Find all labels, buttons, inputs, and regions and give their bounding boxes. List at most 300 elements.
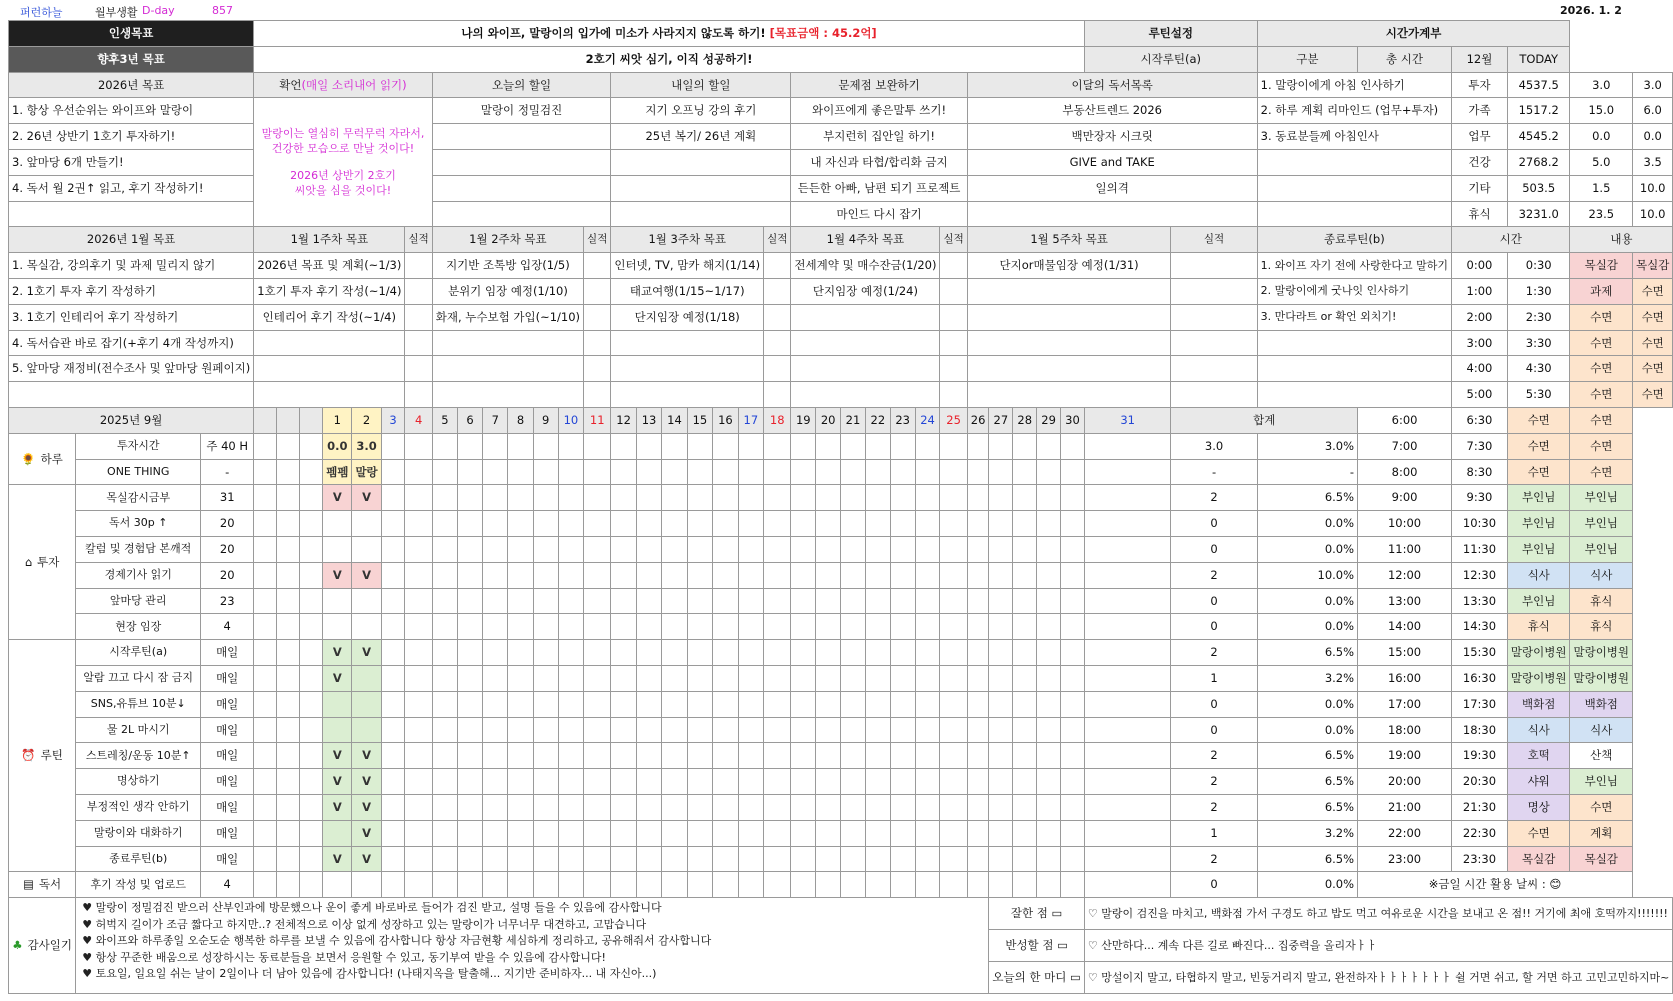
day-cell[interactable]: [611, 485, 636, 511]
goal-2026-item[interactable]: 4. 독서 월 2권↑ 읽고, 후기 작성하기!: [9, 175, 254, 201]
day-cell[interactable]: [254, 794, 277, 820]
tracker-day[interactable]: 31: [1084, 407, 1171, 433]
day-cell[interactable]: [584, 872, 611, 898]
week-result-item[interactable]: [764, 253, 791, 279]
end-routine-item[interactable]: 2. 말랑이에게 굿나잇 인사하기: [1257, 278, 1451, 304]
schedule-actual[interactable]: 수면: [1570, 433, 1633, 459]
day-cell[interactable]: [967, 846, 989, 872]
day-cell[interactable]: [1013, 691, 1037, 717]
goals-2026-header[interactable]: 2026년 목표: [9, 72, 254, 98]
day-cell[interactable]: [1037, 769, 1061, 795]
day-cell[interactable]: [611, 562, 636, 588]
schedule-start[interactable]: 21:00: [1358, 794, 1452, 820]
week-result-item[interactable]: [584, 330, 611, 356]
week-result-item[interactable]: [405, 304, 432, 330]
day-cell[interactable]: [687, 743, 712, 769]
month-goal-item[interactable]: 3. 1호기 인테리어 후기 작성하기: [9, 304, 254, 330]
schedule-actual[interactable]: 수면: [1570, 794, 1633, 820]
day-cell[interactable]: [738, 562, 763, 588]
day-cell[interactable]: [662, 691, 687, 717]
day-cell[interactable]: [584, 794, 611, 820]
week-result-item[interactable]: [764, 304, 791, 330]
day-cell[interactable]: [841, 743, 866, 769]
day-cell[interactable]: [841, 872, 866, 898]
problem-item[interactable]: 든든한 아빠, 남편 되기 프로젝트: [791, 175, 967, 201]
schedule-start[interactable]: 9:00: [1358, 485, 1452, 511]
day-cell[interactable]: [611, 872, 636, 898]
day-cell[interactable]: [636, 691, 661, 717]
day-cell[interactable]: [816, 717, 841, 743]
schedule-content-header[interactable]: 내용: [1570, 227, 1673, 253]
tracker-day[interactable]: 14: [662, 407, 687, 433]
day-cell[interactable]: [584, 511, 611, 537]
group-invest[interactable]: [9, 485, 76, 640]
week-goal-item[interactable]: [791, 304, 940, 330]
schedule-plan[interactable]: 수면: [1570, 330, 1633, 356]
tracker-day[interactable]: 28: [1013, 407, 1037, 433]
habit-sum[interactable]: 1: [1171, 820, 1257, 846]
day-cell[interactable]: [584, 846, 611, 872]
today-todo-header[interactable]: 오늘의 할일: [432, 72, 611, 98]
day-cell[interactable]: [611, 614, 636, 640]
day-cell[interactable]: [277, 640, 300, 666]
week-result-header[interactable]: 실적: [940, 227, 967, 253]
week-result-item[interactable]: [940, 278, 967, 304]
schedule-end[interactable]: 6:30: [1452, 407, 1508, 433]
day-cell[interactable]: [662, 562, 687, 588]
day-cell[interactable]: [865, 717, 890, 743]
habit-pct[interactable]: 6.5%: [1257, 485, 1357, 511]
habit-name[interactable]: 시작루틴(a): [76, 640, 201, 666]
day-cell[interactable]: [1084, 536, 1171, 562]
week-goal-item[interactable]: [611, 330, 764, 356]
day-cell[interactable]: [432, 459, 457, 485]
tracker-blank[interactable]: [254, 407, 277, 433]
day-cell[interactable]: [940, 846, 967, 872]
tracker-day[interactable]: 19: [791, 407, 816, 433]
schedule-actual[interactable]: 식사: [1570, 562, 1633, 588]
habit-target[interactable]: -: [201, 459, 254, 485]
habit-name[interactable]: 물 2L 마시기: [76, 717, 201, 743]
day-cell[interactable]: [584, 536, 611, 562]
day-cell[interactable]: [713, 665, 738, 691]
schedule-start[interactable]: 10:00: [1358, 511, 1452, 537]
habit-name[interactable]: 알람 끄고 다시 잠 금지: [76, 665, 201, 691]
day-cell[interactable]: [558, 433, 583, 459]
tracker-day[interactable]: 17: [738, 407, 763, 433]
day-cell[interactable]: [989, 588, 1013, 614]
habit-sum[interactable]: 3.0: [1171, 433, 1257, 459]
day-cell[interactable]: [584, 769, 611, 795]
day-cell[interactable]: [636, 536, 661, 562]
day-cell[interactable]: [687, 511, 712, 537]
week-result-header[interactable]: 실적: [405, 227, 432, 253]
day-cell[interactable]: [738, 743, 763, 769]
schedule-start[interactable]: 3:00: [1452, 330, 1508, 356]
day-cell[interactable]: [405, 665, 432, 691]
schedule-plan[interactable]: 말랑이병원: [1507, 640, 1570, 666]
day-cell[interactable]: [558, 536, 583, 562]
day-cell[interactable]: [1013, 562, 1037, 588]
schedule-actual[interactable]: 부인님: [1570, 511, 1633, 537]
day-cell[interactable]: [381, 846, 405, 872]
habit-sum[interactable]: 0: [1171, 588, 1257, 614]
day-cell[interactable]: [662, 588, 687, 614]
day-cell[interactable]: [405, 872, 432, 898]
day-cell[interactable]: V: [323, 743, 352, 769]
day-cell[interactable]: [457, 846, 482, 872]
day-cell[interactable]: [989, 640, 1013, 666]
day-cell[interactable]: [1013, 614, 1037, 640]
day-cell[interactable]: [584, 485, 611, 511]
time-budget-col-1[interactable]: 총 시간: [1358, 46, 1452, 72]
schedule-end[interactable]: 20:30: [1452, 769, 1508, 795]
day-cell[interactable]: [816, 794, 841, 820]
day-cell[interactable]: [967, 536, 989, 562]
day-cell[interactable]: [989, 820, 1013, 846]
habit-pct[interactable]: 0.0%: [1257, 588, 1357, 614]
day-cell[interactable]: [584, 665, 611, 691]
day-cell[interactable]: [967, 614, 989, 640]
day-cell[interactable]: [687, 794, 712, 820]
day-cell[interactable]: [508, 614, 533, 640]
day-cell[interactable]: [352, 872, 381, 898]
day-cell[interactable]: [816, 588, 841, 614]
day-cell[interactable]: [1061, 794, 1085, 820]
day-cell[interactable]: [300, 562, 323, 588]
schedule-start[interactable]: 23:00: [1358, 846, 1452, 872]
week-result-header[interactable]: 실적: [1171, 227, 1257, 253]
day-cell[interactable]: [1013, 459, 1037, 485]
habit-pct[interactable]: 6.5%: [1257, 743, 1357, 769]
day-cell[interactable]: [558, 794, 583, 820]
day-cell[interactable]: [713, 562, 738, 588]
day-cell[interactable]: [636, 717, 661, 743]
day-cell[interactable]: [764, 872, 791, 898]
day-cell[interactable]: [791, 485, 816, 511]
day-cell[interactable]: [432, 588, 457, 614]
tracker-day[interactable]: 5: [432, 407, 457, 433]
tb-value[interactable]: 3.0: [1633, 72, 1673, 98]
day-cell[interactable]: [483, 665, 508, 691]
habit-pct[interactable]: 0.0%: [1257, 511, 1357, 537]
habit-pct[interactable]: 6.5%: [1257, 640, 1357, 666]
day-cell[interactable]: [254, 433, 277, 459]
schedule-plan[interactable]: 식사: [1507, 717, 1570, 743]
day-cell[interactable]: [890, 665, 915, 691]
week-result-item[interactable]: [1171, 253, 1257, 279]
day-cell[interactable]: [915, 614, 940, 640]
day-cell[interactable]: [323, 691, 352, 717]
day-cell[interactable]: [432, 665, 457, 691]
habit-pct[interactable]: 0.0%: [1257, 717, 1357, 743]
day-cell[interactable]: [1061, 433, 1085, 459]
tb-value[interactable]: 15.0: [1570, 98, 1633, 124]
day-cell[interactable]: [405, 511, 432, 537]
day-cell[interactable]: [890, 485, 915, 511]
schedule-actual[interactable]: 말랑이병원: [1570, 640, 1633, 666]
schedule-start[interactable]: 20:00: [1358, 769, 1452, 795]
schedule-actual[interactable]: 식사: [1570, 717, 1633, 743]
day-cell[interactable]: V: [352, 743, 381, 769]
day-cell[interactable]: [254, 640, 277, 666]
day-cell[interactable]: [432, 562, 457, 588]
day-cell[interactable]: [989, 794, 1013, 820]
day-cell[interactable]: [940, 717, 967, 743]
day-cell[interactable]: [738, 459, 763, 485]
day-cell[interactable]: [940, 872, 967, 898]
problem-item[interactable]: 와이프에게 좋은말투 쓰기!: [791, 98, 967, 124]
day-cell[interactable]: [483, 640, 508, 666]
week-result-item[interactable]: [584, 304, 611, 330]
schedule-plan[interactable]: 부인님: [1507, 511, 1570, 537]
day-cell[interactable]: [940, 640, 967, 666]
day-cell[interactable]: [432, 433, 457, 459]
day-cell[interactable]: V: [352, 820, 381, 846]
day-cell[interactable]: [940, 743, 967, 769]
month-goal-item[interactable]: [9, 382, 254, 408]
schedule-time-header[interactable]: 시간: [1452, 227, 1570, 253]
day-cell[interactable]: [764, 588, 791, 614]
day-cell[interactable]: [1084, 485, 1171, 511]
week-result-item[interactable]: [584, 278, 611, 304]
day-cell[interactable]: [277, 743, 300, 769]
day-cell[interactable]: [687, 562, 712, 588]
time-budget-col-0[interactable]: 구분: [1257, 46, 1357, 72]
day-cell[interactable]: V: [352, 769, 381, 795]
day-cell[interactable]: [277, 820, 300, 846]
day-cell[interactable]: [989, 691, 1013, 717]
habit-target[interactable]: 매일: [201, 794, 254, 820]
day-cell[interactable]: [254, 769, 277, 795]
day-cell[interactable]: [323, 717, 352, 743]
schedule-plan[interactable]: 백화점: [1507, 691, 1570, 717]
day-cell[interactable]: [989, 485, 1013, 511]
day-cell[interactable]: [1037, 846, 1061, 872]
day-cell[interactable]: [457, 459, 482, 485]
day-cell[interactable]: [558, 459, 583, 485]
day-cell[interactable]: [1013, 743, 1037, 769]
day-cell[interactable]: [300, 588, 323, 614]
day-cell[interactable]: [967, 743, 989, 769]
day-cell[interactable]: [915, 665, 940, 691]
day-cell[interactable]: [381, 794, 405, 820]
day-cell[interactable]: [940, 588, 967, 614]
day-cell[interactable]: [713, 691, 738, 717]
day-cell[interactable]: [967, 459, 989, 485]
habit-sum[interactable]: 0: [1171, 536, 1257, 562]
week-result-item[interactable]: [1171, 382, 1257, 408]
day-cell[interactable]: [764, 536, 791, 562]
day-cell[interactable]: [533, 640, 558, 666]
day-cell[interactable]: [611, 665, 636, 691]
day-cell[interactable]: [791, 640, 816, 666]
week-goal-item[interactable]: [254, 356, 405, 382]
habit-name[interactable]: 투자시간: [76, 433, 201, 459]
day-cell[interactable]: [277, 769, 300, 795]
day-cell[interactable]: [483, 769, 508, 795]
day-cell[interactable]: [381, 820, 405, 846]
day-cell[interactable]: [584, 614, 611, 640]
day-cell[interactable]: V: [323, 665, 352, 691]
day-cell[interactable]: [381, 665, 405, 691]
day-cell[interactable]: [713, 485, 738, 511]
schedule-start[interactable]: 12:00: [1358, 562, 1452, 588]
day-cell[interactable]: [323, 536, 352, 562]
day-cell[interactable]: [381, 872, 405, 898]
group-gratitude[interactable]: [9, 898, 76, 994]
week-result-item[interactable]: [405, 253, 432, 279]
habit-target[interactable]: 23: [201, 588, 254, 614]
day-cell[interactable]: [915, 588, 940, 614]
day-cell[interactable]: [405, 614, 432, 640]
day-cell[interactable]: V: [323, 794, 352, 820]
schedule-end[interactable]: 21:30: [1452, 794, 1508, 820]
day-cell[interactable]: [791, 872, 816, 898]
day-cell[interactable]: [841, 459, 866, 485]
day-cell[interactable]: [662, 459, 687, 485]
day-cell[interactable]: [890, 459, 915, 485]
schedule-actual[interactable]: 수면: [1633, 278, 1673, 304]
tracker-day[interactable]: 16: [713, 407, 738, 433]
day-cell[interactable]: [405, 820, 432, 846]
day-cell[interactable]: [1013, 536, 1037, 562]
day-cell[interactable]: [558, 743, 583, 769]
day-cell[interactable]: [816, 433, 841, 459]
problem-item[interactable]: 부지런히 집안일 하기!: [791, 124, 967, 150]
schedule-plan[interactable]: 휴식: [1507, 614, 1570, 640]
week-result-header[interactable]: 실적: [764, 227, 791, 253]
habit-sum[interactable]: 2: [1171, 562, 1257, 588]
tomorrow-item[interactable]: 25년 복기/ 26년 계획: [611, 124, 791, 150]
day-cell[interactable]: [662, 769, 687, 795]
day-cell[interactable]: [738, 820, 763, 846]
day-cell[interactable]: [738, 769, 763, 795]
day-cell[interactable]: [352, 717, 381, 743]
schedule-end[interactable]: 15:30: [1452, 640, 1508, 666]
day-cell[interactable]: [533, 665, 558, 691]
today-item[interactable]: [432, 175, 611, 201]
habit-name[interactable]: 앞마당 관리: [76, 588, 201, 614]
day-cell[interactable]: V: [352, 640, 381, 666]
day-cell[interactable]: [636, 588, 661, 614]
day-cell[interactable]: 3.0: [352, 433, 381, 459]
day-cell[interactable]: [687, 640, 712, 666]
tracker-month-label[interactable]: 2025년 9월: [9, 407, 254, 433]
day-cell[interactable]: [636, 459, 661, 485]
end-routine-header[interactable]: 종료루틴(b): [1257, 227, 1451, 253]
habit-name[interactable]: 독서 30p ↑: [76, 511, 201, 537]
day-cell[interactable]: [457, 433, 482, 459]
day-cell[interactable]: [300, 536, 323, 562]
day-cell[interactable]: [508, 511, 533, 537]
day-cell[interactable]: [791, 717, 816, 743]
day-cell[interactable]: [381, 588, 405, 614]
day-cell[interactable]: [841, 846, 866, 872]
habit-pct[interactable]: 3.2%: [1257, 820, 1357, 846]
day-cell[interactable]: [483, 846, 508, 872]
tracker-total-header[interactable]: 합계: [1171, 407, 1358, 433]
schedule-end[interactable]: 13:30: [1452, 588, 1508, 614]
day-cell[interactable]: [611, 846, 636, 872]
habit-target[interactable]: 매일: [201, 717, 254, 743]
day-cell[interactable]: [277, 459, 300, 485]
day-cell[interactable]: [764, 614, 791, 640]
end-routine-item[interactable]: [1257, 356, 1451, 382]
day-cell[interactable]: [816, 846, 841, 872]
day-cell[interactable]: [483, 872, 508, 898]
schedule-plan[interactable]: 수면: [1507, 459, 1570, 485]
day-cell[interactable]: [865, 614, 890, 640]
day-cell[interactable]: [405, 743, 432, 769]
day-cell[interactable]: [738, 717, 763, 743]
day-cell[interactable]: [405, 691, 432, 717]
tracker-day[interactable]: 10: [558, 407, 583, 433]
day-cell[interactable]: [533, 691, 558, 717]
tb-value[interactable]: 3231.0: [1507, 201, 1570, 227]
tb-value[interactable]: 10.0: [1633, 201, 1673, 227]
habit-name[interactable]: SNS,유튜브 10분↓: [76, 691, 201, 717]
day-cell[interactable]: [865, 433, 890, 459]
day-cell[interactable]: [713, 433, 738, 459]
habit-name[interactable]: 현장 임장: [76, 614, 201, 640]
day-cell[interactable]: [636, 614, 661, 640]
day-cell[interactable]: [432, 872, 457, 898]
group-routine[interactable]: [9, 640, 76, 872]
day-cell[interactable]: [1084, 769, 1171, 795]
day-cell[interactable]: [277, 614, 300, 640]
day-cell[interactable]: [915, 459, 940, 485]
day-cell[interactable]: [967, 717, 989, 743]
day-cell[interactable]: [687, 769, 712, 795]
day-cell[interactable]: [816, 614, 841, 640]
day-cell[interactable]: [381, 614, 405, 640]
day-cell[interactable]: [890, 588, 915, 614]
day-cell[interactable]: [1037, 794, 1061, 820]
schedule-start[interactable]: 8:00: [1358, 459, 1452, 485]
day-cell[interactable]: [483, 511, 508, 537]
day-cell[interactable]: [323, 872, 352, 898]
day-cell[interactable]: [533, 511, 558, 537]
tomorrow-item[interactable]: 지기 오프닝 강의 후기: [611, 98, 791, 124]
day-cell[interactable]: [611, 717, 636, 743]
day-cell[interactable]: [890, 743, 915, 769]
schedule-start[interactable]: 0:00: [1452, 253, 1508, 279]
day-cell[interactable]: 0.0: [323, 433, 352, 459]
day-cell[interactable]: [611, 640, 636, 666]
day-cell[interactable]: [1013, 769, 1037, 795]
day-cell[interactable]: [967, 769, 989, 795]
schedule-actual[interactable]: 수면: [1633, 356, 1673, 382]
week-goal-header[interactable]: 1월 3주차 목표: [611, 227, 764, 253]
day-cell[interactable]: [508, 691, 533, 717]
schedule-end[interactable]: 14:30: [1452, 614, 1508, 640]
week-goal-header[interactable]: 1월 4주차 목표: [791, 227, 940, 253]
schedule-plan[interactable]: 수면: [1570, 382, 1633, 408]
schedule-plan[interactable]: 호떡: [1507, 743, 1570, 769]
tracker-day[interactable]: 11: [584, 407, 611, 433]
habit-sum[interactable]: 0: [1171, 511, 1257, 537]
day-cell[interactable]: [636, 485, 661, 511]
day-cell[interactable]: [381, 743, 405, 769]
day-cell[interactable]: [816, 691, 841, 717]
schedule-actual[interactable]: 부인님: [1570, 769, 1633, 795]
day-cell[interactable]: [533, 769, 558, 795]
month-goal-item[interactable]: 5. 앞마당 재정비(전수조사 및 앞마당 원페이지): [9, 356, 254, 382]
day-cell[interactable]: [764, 846, 791, 872]
day-cell[interactable]: [584, 691, 611, 717]
day-cell[interactable]: [764, 562, 791, 588]
